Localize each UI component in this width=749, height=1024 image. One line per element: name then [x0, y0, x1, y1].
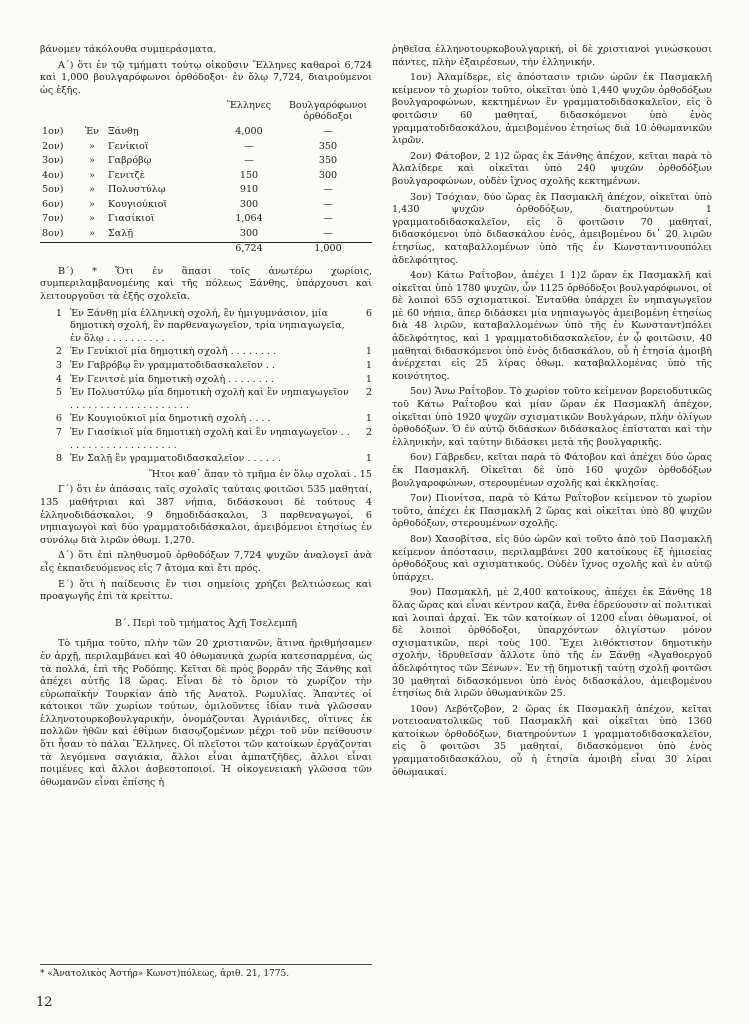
- list-item: 8 Ἐν Σαλῇ ἓν γραμματοδιδασκαλεῖον . . . . . . 1: [55, 453, 372, 465]
- table-row: 8ον) » Σαλῇ 300 —: [42, 227, 333, 239]
- list-item: 6 Ἐν Κουγιούκιοϊ μία δημοτικὴ σχολὴ . . . . 1: [55, 413, 372, 425]
- paragraph-d: Δ΄) ὅτι ἐπὶ πληθυσμοῦ ὀρθοδόξων 7,724 ψυχῶν ἀναλογεῖ ἀνὰ εἷς ἐκπαιδευόμενος εἰς 7 ἄτομα καὶ ἔτι πρός.: [40, 550, 372, 574]
- table-row: 4ον) » Γενιτζὲ 150 300: [42, 169, 338, 181]
- village-entry-10: 10ον) Λεβότζοβον, 2 ὥρας ἐκ Πασμακλῆ ἀπέχον, κεῖται νοτειοανατολικῶς τοῦ Πασμακλῆ καὶ οἰκεῖται ὑπὸ 1360 κατοίκων ὀρθοδόξων, διατηρούντων 1 γραμματοδιδασκαλεῖον, εἰς ὃ φοιτῶσι 35 μαθηταί, διδασκόμενοι ὑπὸ ἑνὸς γραμματοδιδασκάλου, οὗ ἡ ἐτησία ἀμοιβὴ εἶναι 30 λίραι ὀθωμαικαί.: [392, 703, 712, 778]
- table-row: 5ον) » Πολυστύλῳ 910 —: [42, 184, 333, 196]
- total-greeks: 6,724: [214, 243, 284, 258]
- page-number: 12: [36, 995, 53, 1010]
- village-entry-1: 1ον) Ἀλαμίδερε, εἰς ἀπόστασιν τριῶν ὡρῶν ἐκ Πασμακλῆ κείμενον τὸ χωρίον τοῦτο, οἰκεῖται ὑπὸ 1,440 ψυχῶν ὀρθοδόξων βουλγαροφώνων, κεκτημένων ἓν γραμματοδιδασκαλεῖον, εἰς ὃ φοιτῶσιν 60 μαθηταί, διδασκόμενοι ὑπὸ ἑνὸς γραμματοδιδασκάλου, ἀμειβομένου ἐτησίως διὰ 10 ὀθωμανικῶν λιρῶν.: [392, 72, 712, 147]
- village-entry-4: 4ον) Κάτω Ραΐτοβον, ἀπέχει 1 1)2 ὥραν ἐκ Πασμακλῆ καὶ οἰκεῖται ὑπὸ 1780 ψυχῶν, ὧν 1125 ὀρθόδοξοι βουλγαρόφωνοι, οἱ δὲ λοιποὶ 655 σχισματικοί. Ἐνταῦθα ὑπάρχει ἓν νηπιαγωγεῖον μὲ 60 νήπια, ἅπερ διδάσκει μία νηπιαγωγὸς ἀμειβομένη ἐτησίως διὰ 48 λιρῶν, καταβαλλομένων ὑπὸ τῆς ἐν Κωνσταντ)πόλει ἀδελφότητος, καὶ 1 γραμματοδιδασκαλεῖον, ἐν ᾧ φοιτῶσιν, 40 μαθηταὶ διδασκόμενοι ὑπὸ ἑνὸς διδασκάλου, οὗ ἡ ἐτησία ἀμοιβὴ ἀνέρχεται εἰς 25 λίρας ὀθωμ. καταβαλλομένας ὑπὸ τῆς κοινότητος.: [392, 270, 712, 382]
- list-item: 2 Ἐν Γενίκιοϊ μία δημοτικὴ σχολὴ . . . . . . . . 1: [55, 346, 372, 358]
- table-row: 6ον) » Κουγιούκιοϊ 300 —: [42, 198, 333, 210]
- paragraph-a: Α΄) ὅτι ἐν τῷ τμήματι τούτῳ οἰκοῦσιν Ἕλληνες καθαροὶ 6,724 καὶ 1,000 βουλγαρόφωνοι ὀρθόδοξοι· ἐν ὅλῳ 7,724, διαιρούμενοι ὡς ἑξῆς.: [40, 59, 372, 96]
- paragraph-intro: βάνομεν τάκόλουθα συμπεράσματα.: [40, 44, 217, 55]
- village-entry-8: 8ον) Χασοβίτσα, εἰς δύο ὡρῶν καὶ τοῦτο ἀπὸ τοῦ Πασμακλῆ κείμενον ἀπόστασιν, περιλαμβάνει 200 κατοίκους ἐξ ἡμισείας ὀρθοδόξους καὶ σχισματικούς. Οὐδὲν ἴχνος σχολῆς καὶ ἐν αὐτῷ ὑπάρχει.: [392, 533, 712, 583]
- list-item: 5 Ἐν Πολυστύλῳ μία δημοτικὴ σχολὴ καὶ ἓν νηπιαγωγεῖον . . . . . . . . . . . . . . . . . . . . 2: [55, 387, 372, 411]
- paragraph-section-b: Τὸ τμῆμα τοῦτο, πλὴν τῶν 20 χριστιανῶν, ἅτινα ἠριθμήσαμεν ἐν ἀρχῇ, περιλαμβάνει καὶ 40 ὀθωμανικὰ χωρία κατεσπαρμένα, ὡς τὰ πολλά, ἐπὶ τῆς Ροδόπης. Κεῖται δὲ πρὸς βορρᾶν τῆς Ξάνθης καὶ ἀπέχει αὐτῆς 18 ὥρας. Εἶναι δὲ τὸ ὅριον τὸ χωρίζον τὴν εὐρωπαϊκὴν Τουρκίαν ἀπὸ τῆς Ἀνατολ. Ρωμυλίας. Ἅπαντες οἱ κάτοικοι τῶν χωρίων τούτων, ὁμιλοῦντες ἰδίαν τινὰ γλῶσσαν ἑλληνοτουρκοβουλγαρικήν, ὀνομάζονται Ἀγριάνιδες, οἵτινες ἐκ πολλῶν ἠθῶν καὶ ἐθίμων διασῳζομένων μέχρι τοῦ νῦν πείθουσιν ὅτι ἦσαν τὸ πάλαι Ἕλληνες. Οἱ πλεῖστοι τῶν κατοίκων ἐργάζονται τὰ λεγόμενα σαγιάκια, ἄλλοι εἶναι ἀμπατζῆδες, ἄλλοι εἶναι ποιμένες καὶ ἄλλοι ἀσβεστοποιοί. Ἡ οἰκογενειακὴ γλῶσσα τῶν ὀθωμανῶν εἶναι ἐπίσης ἡ: [40, 638, 372, 788]
- list-item: 4 Ἐν Γενιτσὲ μία δημοτικὴ σχολὴ . . . . . . . . 1: [55, 373, 372, 385]
- list-item: 3 Ἐν Γαβρόβῳ ἓν γραμματοδιδασκαλεῖον . . 1: [55, 360, 372, 372]
- table-row: 3ον) » Γαβρόβῳ — 350: [42, 155, 338, 167]
- table-row: 2ον) » Γενίκιοϊ — 350: [42, 140, 338, 152]
- village-entry-2: 2ον) Φάτοβον, 2 1)2 ὥρας ἐκ Ξάνθης ἀπέχον, κεῖται παρὰ τὸ Ἀλαλίδερε καὶ οἰκεῖται ὑπὸ 240 ψυχῶν ὀρθοδόξων βουλγαροφώνων, οὐδὲν ἴχνος σχολῆς κεκτημένων.: [392, 150, 712, 187]
- paragraph-continued: ῥηθεῖσα ἑλληνοτουρκοβουλγαρική, οἱ δὲ χριστιανοὶ γινώσκουσι πάντες, πλὴν ἐξαιρέσεων, τὴν ἑλληνικήν.: [392, 44, 712, 68]
- paragraph-e: Ε΄) ὅτι ἡ παίδευσις ἔν τισι σημείοις χρήζει βελτιώσεως καὶ προαγωγῆς ἐπὶ τὰ κρείττω.: [40, 578, 372, 603]
- schools-total: Ἤτοι καθ᾽ ἅπαν τὸ τμῆμα ἐν ὅλῳ σχολαὶ . 15: [148, 468, 372, 480]
- list-item: 1 Ἐν Ξάνθῃ μία ἑλληνικὴ σχολή, ἓν ἡμιγυμνάσιον, μία δημοτικὴ σχολή, ἓν παρθεναγωγεῖον, τρία νηπιαγωγεῖα, ἐν ὅλῳ . . . . . . . . . . 6: [55, 307, 372, 344]
- village-entry-7: 7ον) Πιονίτσα, παρὰ τὸ Κάτω Ραΐτοβον κείμενον τὸ χωρίον τοῦτο, ἀπέχει ἐκ Πασμακλῆ 2 ὥρας καὶ οἰκεῖται ὑπὸ 80 ψυχῶν ὀρθοδόξων, στερουμένων σχολῆς.: [392, 493, 712, 530]
- total-bulgarophones: 1,000: [284, 243, 372, 258]
- table-row: 1ον) Ἐν Ξάνθῃ 4,000 —: [42, 126, 333, 138]
- paragraph-c: Γ΄) ὅτι ἐν ἁπάσαις ταῖς σχολαῖς ταύταις φοιτῶσι 535 μαθηταί, 135 μαθήτριαι καὶ 387 νήπια, διδάσκουσι δὲ τούτους 4 ἑλληνοδιδάσκαλοι, 9 δημοδιδάσκαλοι, 3 παρθεναγωγοί, 6 νηπιαγωγοὶ καὶ δύο γραμματοδιδάσκαλοι, ἀμειβόμενοι ἐτησίως ἐν συνόλῳ διὰ λιρῶν ὀθωμ. 1,270.: [40, 484, 372, 546]
- table-row: 7ον) » Γιασίκιοϊ 1,064 —: [42, 213, 333, 225]
- right-column: [392, 44, 712, 782]
- table-total-row: [40, 243, 372, 258]
- left-column: [40, 44, 372, 792]
- village-entry-3: 3ον) Τσόχιαν, δύο ὥρας ἐκ Πασμακλῆ ἀπέχον, οἰκεῖται ὑπὸ 1,430 ψυχῶν ὀρθοδόξων, διατηρούντων 1 γραμματοδιδασκαλεῖον, εἰς ὃ φοιτῶσιν 70 μαθηταί, διδασκόμενοι ὑπὸ διδασκάλου ἑνός, ἀμειβομένου δι᾽ 20 λιρῶν ἐτησίως, καταβαλλομένων ὑπὸ τῆς ἐν Κωνσταντινουπόλει ἀδελφότητος.: [392, 191, 712, 266]
- village-entry-5: 5ον) Ἄνω Ραΐτοβον. Τὸ χωρίον τοῦτο κείμενον βορειοδυτικῶς τοῦ Κάτω Ραΐτοβου καὶ μίαν ὥραν ἐκ Πασμακλῆ ἀπέχον, οἰκεῖται ὑπὸ 1920 ψυχῶν σχισματικῶν Βουλγάρων, πλὴν ὀλίγων ὀρθοδόξων. Ὁ ἐν αὐτῷ διδάσκων διδάσκαλος ἐπίσταται καὶ τὴν ἑλληνικήν, καὶ ταύτην διδάσκει μετὰ τῆς βουλγαρικῆς.: [392, 386, 712, 448]
- village-entry-6: 6ον) Γάβρεδεν, κεῖται παρὰ τὸ Φάτοβον καὶ ἀπέχει δύο ὥρας ἐκ Πασμακλῆ. Οἰκεῖται δὲ ὑπὸ 160 ψυχῶν ὀρθοδόξων βουλγαροφώνων, στερουμένων σχολῆς καὶ ἐκκλησίας.: [392, 452, 712, 489]
- section-heading: Β΄. Περὶ τοῦ τμήματος Ἀχῆ Τσελεμπῆ: [114, 617, 297, 629]
- footnote: * «Ἀνατολικὸς Ἀστήρ» Κωνστ)πόλεως, ἀριθ. 21, 1775.: [40, 964, 372, 979]
- header-greeks: Ἕλληνες: [226, 100, 271, 112]
- header-bulgarophones: Βουλγαρόφωνοι ὀρθόδοξοι: [288, 100, 368, 123]
- list-item: 7 Ἐν Γιασίκιοϊ μία δημοτικὴ σχολὴ καὶ ἓν νηπιαγωγεῖον . . . . . . . . . . . . . . . . . . . . 2: [55, 427, 372, 451]
- schools-list: [40, 308, 372, 466]
- village-entry-9: 9ον) Πασμακλῆ, μὲ 2,400 κατοίκους, ἀπέχει ἐκ Ξάνθης 18 ὅλας ὥρας καὶ εἶναι κέντρον καζᾶ, ἔνθα ἑδρεύουσιν αἱ πολιτικαὶ καὶ λοιπαὶ ἀρχαί. Ἐκ τῶν κατοίκων οἱ 1200 εἶναι ὀθωμανοί, οἱ δὲ λοιποὶ ὀρθόδοξοι, ὑπαρχόντων ὀλιγίστων μόνον σχισματικῶν, περὶ τοὺς 100. Ἔχει λιθόκτιστον δημοτικὴν σχολήν, ἱδρυθεῖσαν ἄλλοτε ὑπὸ τῆς ἐν Ξάνθῃ «Ἀγαθοεργοῦ ἀδελφότητος τῶν Ξένων». Ἐν τῇ δημοτικῇ ταύτῃ σχολῇ φοιτῶσι 30 μαθηταὶ διδασκόμενοι ὑπὸ ἑνὸς διδασκάλου, ἀμειβομένου ἐτησίως διὰ λιρῶν ὀθωμανικῶν 25.: [392, 587, 712, 700]
- population-table: [40, 100, 372, 258]
- paragraph-b: Β΄) * Ὅτι ἐν ἅπασι τοῖς ἀνωτέρω χωρίοις, συμπεριλαμβανομένης καὶ τῆς πόλεως Ξάνθης, ὑπάρχουσι καὶ λειτουργοῦσι τὰ ἑξῆς σχολεῖα.: [40, 265, 372, 303]
